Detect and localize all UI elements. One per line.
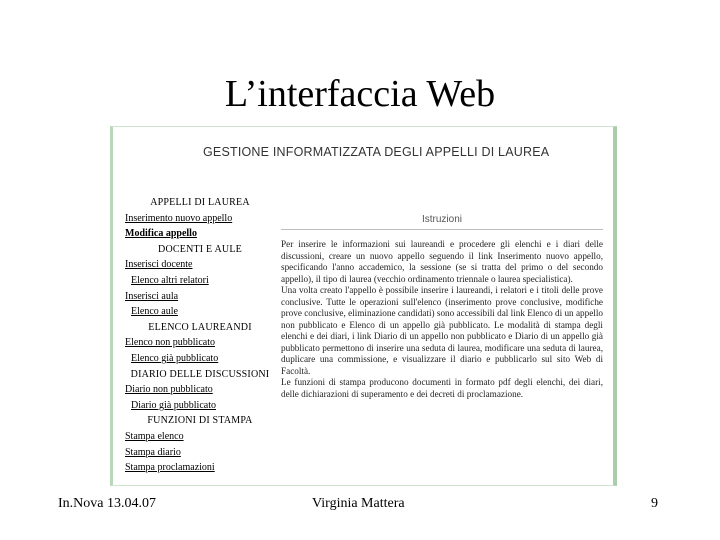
instructions-paragraph: Una volta creato l'appello è possibile inserire i laureandi, i relatori e i titoli delle prove conclusive. Tutte le operazioni sull'elenco (inserimento prove conclusive, modifiche prove conclusive, eliminazione candidati) sono accessibili dal link Elenco di un appello non pubblicato e Elenco di un appello già pubblicato. Le modalità di stampa degli elenchi e dei diari, i link Diario di un appello non pubblicato e Diario di un appello già pubblicato permettono di inserire una seduta di laurea, modificare una seduta di laurea, duplicare una commissione, e visualizzare il diario e pubblicarlo sul sito Web di Facoltà.	[281, 285, 603, 376]
menu-link[interactable]: Diario non pubblicato	[125, 384, 213, 396]
instructions-paragraph: Le funzioni di stampa producono documenti in formato pdf degli elenchi, dei diari, delle dichiarazioni di superamento e dei decreti di proclamazione.	[281, 377, 603, 399]
slide-title: L’interfaccia Web	[224, 73, 496, 115]
menu-link[interactable]: Modifica appello	[125, 228, 197, 240]
menu-link[interactable]: Stampa diario	[125, 446, 181, 458]
menu-link[interactable]: Diario già pubblicato	[131, 399, 216, 411]
navigation-menu	[125, 195, 275, 476]
menu-link[interactable]: Stampa elenco	[125, 430, 184, 442]
app-header: GESTIONE INFORMATIZZATA DEGLI APPELLI DI LAUREA	[203, 145, 550, 159]
web-interface-screenshot	[110, 126, 617, 486]
menu-section-heading: DIARIO DELLE DISCUSSIONI	[130, 368, 270, 380]
menu-link[interactable]: Inserisci docente	[125, 259, 193, 271]
menu-link[interactable]: Elenco aule	[131, 306, 178, 318]
menu-section-heading: APPELLI DI LAUREA	[150, 197, 250, 208]
menu-section-heading: DOCENTI E AULE	[158, 243, 242, 255]
menu-link[interactable]: Inserisci aula	[125, 290, 179, 302]
instructions-paragraph: Per inserire le informazioni sui laureandi e procedere gli elenchi e i diari delle discussioni, creare un nuovo appello seguendo il link Inserimento nuovo appello, specificando l'anno accademico, la sessione (se si tratta del primo o del secondo appello), il tipo di laurea (vecchio ordinamento triennale o laurea specialistica).	[281, 239, 603, 284]
footer-author: Virginia Mattera	[312, 496, 405, 511]
menu-section-heading: FUNZIONI DI STAMPA	[147, 415, 253, 427]
instructions-panel	[281, 211, 603, 400]
footer-event: In.Nova 13.04.07	[58, 496, 156, 511]
panel-body	[281, 239, 603, 400]
menu-link[interactable]: Inserimento nuovo appello	[125, 212, 233, 224]
menu-link[interactable]: Elenco non pubblicato	[125, 337, 215, 349]
menu-link[interactable]: Elenco altri relatori	[131, 274, 209, 286]
panel-title: Istruzioni	[281, 211, 603, 230]
menu-section-heading: ELENCO LAUREANDI	[148, 321, 252, 333]
menu-link[interactable]: Stampa proclamazioni	[125, 462, 215, 474]
footer-page-number: 9	[651, 496, 658, 511]
menu-link[interactable]: Elenco già pubblicato	[131, 352, 219, 364]
